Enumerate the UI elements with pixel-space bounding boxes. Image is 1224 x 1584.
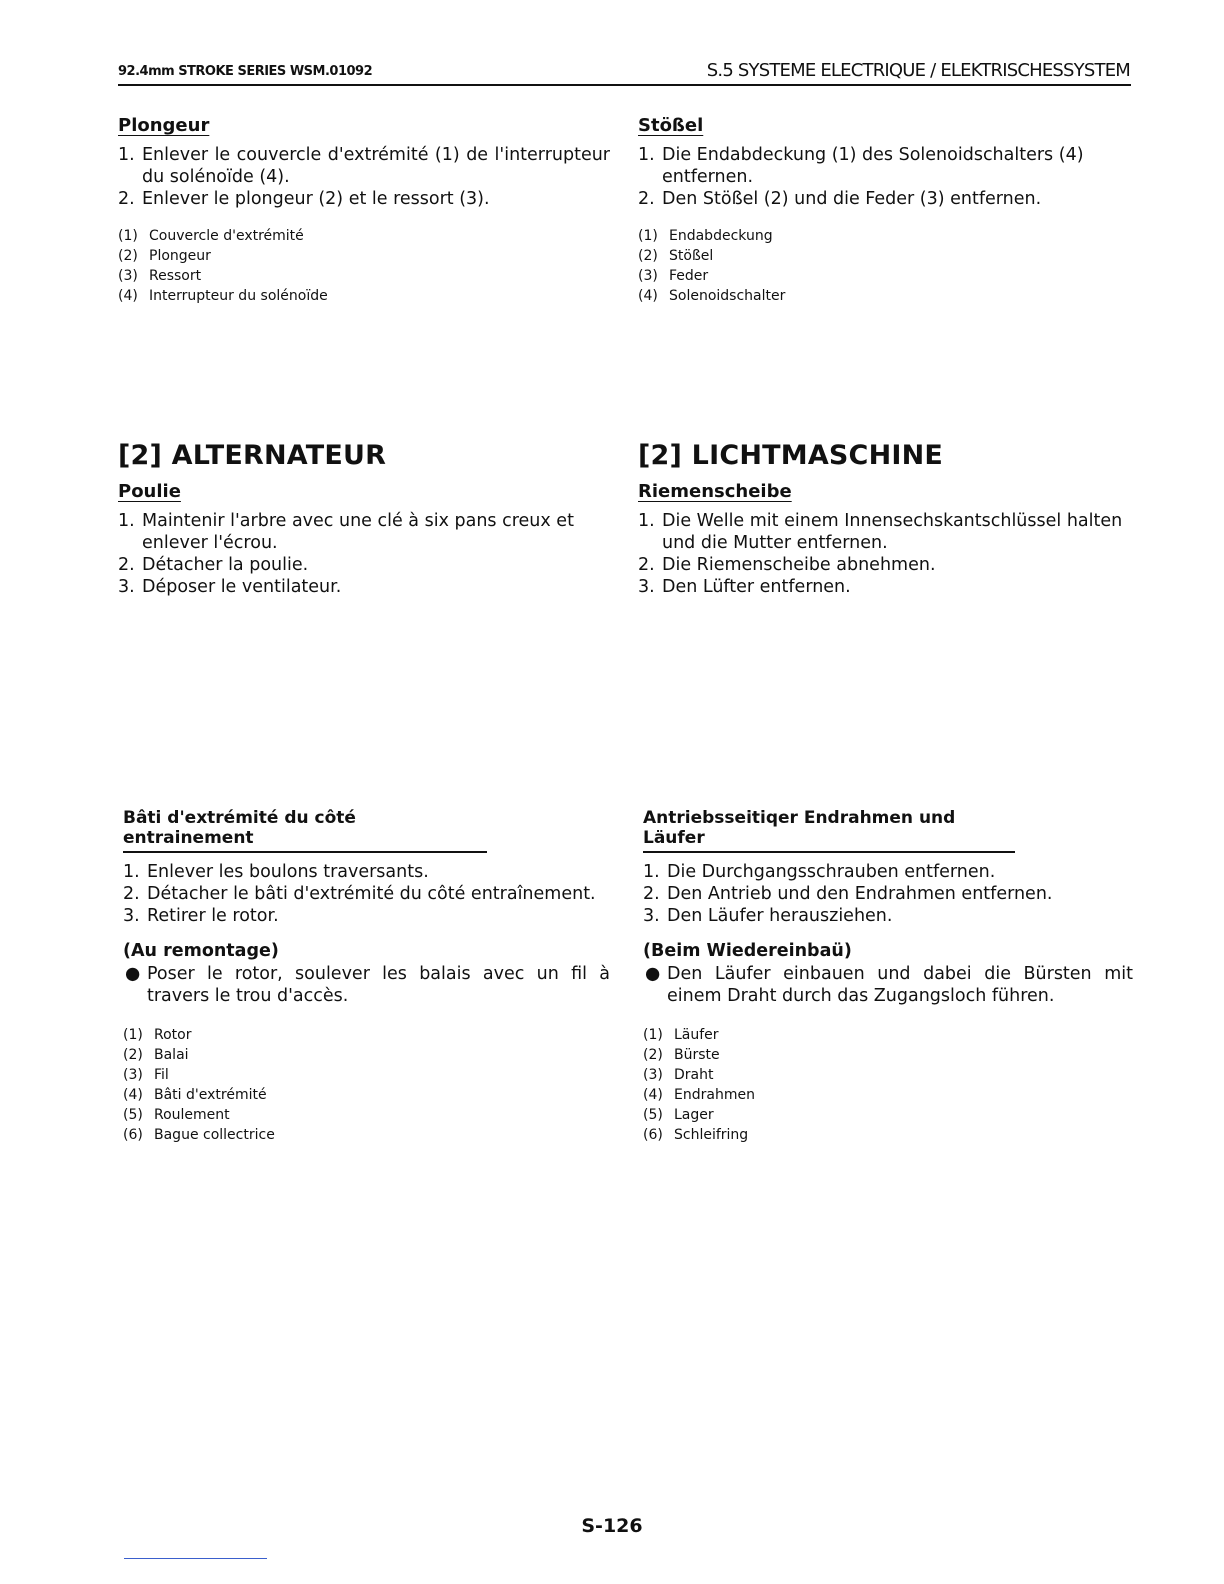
bullet-icon: ● — [645, 964, 661, 984]
fr-poulie-steps — [118, 510, 610, 598]
fr-plongeur-block — [118, 115, 610, 306]
step-item: 3. Den Lüfter entfernen. — [638, 577, 851, 597]
fr-bati-title: Bâti d'extrémité du côté entrainement — [123, 808, 487, 853]
legend-item: (1) Couvercle d'extrémité — [118, 228, 304, 244]
step-item: 2. Die Riemenscheibe abnehmen. — [638, 555, 936, 575]
header-divider — [118, 84, 1131, 86]
legend-item: (3) Fil — [123, 1067, 169, 1083]
de-lichtmaschine-block — [638, 440, 1133, 598]
header-chapter-title: S.5 SYSTEME ELECTRIQUE / ELEKTRISCHESSYSTEM — [706, 60, 1130, 81]
legend-item: (6) Bague collectrice — [123, 1127, 275, 1143]
footer-divider — [124, 1558, 267, 1559]
step-item: 2. Détacher le bâti d'extrémité du côté entraînement. — [123, 884, 596, 904]
legend-item: (5) Roulement — [123, 1107, 230, 1123]
legend-item: (2) Bürste — [643, 1047, 720, 1063]
legend-item: (2) Balai — [123, 1047, 189, 1063]
step-item: 1. Die Welle mit einem Innensechskantschlüssel halten und die Mutter entfernen. — [638, 511, 1123, 553]
bullet-icon: ● — [125, 964, 141, 984]
de-stossel-steps — [638, 144, 1133, 210]
legend-item: (3) Feder — [638, 268, 709, 284]
fr-alternateur-block — [118, 440, 610, 598]
step-item: 3. Den Läufer herausziehen. — [643, 906, 893, 926]
legend-item: (4) Bâti d'extrémité — [123, 1087, 267, 1103]
step-item: 1. Enlever les boulons traversants. — [123, 862, 429, 882]
de-riemenscheibe-title: Riemenscheibe — [638, 481, 792, 502]
step-item: 1. Die Durchgangsschrauben entfernen. — [643, 862, 996, 882]
bullet-item: ● Poser le rotor, soulever les balais avec un fil à travers le trou d'accès. — [125, 964, 610, 1006]
legend-item: (4) Solenoidschalter — [638, 288, 786, 304]
legend-item: (4) Endrahmen — [643, 1087, 755, 1103]
fr-bati-block — [123, 808, 610, 1145]
de-endrahmen-title: Antriebsseitiqer Endrahmen und Läufer — [643, 808, 1015, 853]
de-endrahmen-block — [643, 808, 1133, 1145]
step-item: 2. Détacher la poulie. — [118, 555, 309, 575]
header-manual-id: 92.4mm STROKE SERIES WSM.01092 — [118, 64, 373, 79]
step-item: 2. Enlever le plongeur (2) et le ressort (3). — [118, 189, 490, 209]
bullet-item: ● Den Läufer einbauen und dabei die Bürsten mit einem Draht durch das Zugangsloch führen. — [645, 964, 1133, 1006]
legend-item: (1) Endabdeckung — [638, 228, 773, 244]
de-stossel-title: Stößel — [638, 115, 704, 136]
fr-plongeur-steps — [118, 144, 610, 210]
legend-item: (4) Interrupteur du solénoïde — [118, 288, 328, 304]
legend-item: (1) Läufer — [643, 1027, 719, 1043]
de-endrahmen-legend — [643, 1025, 1133, 1145]
step-item: 1. Die Endabdeckung (1) des Solenoidschalters (4) entfernen. — [638, 145, 1084, 187]
legend-item: (2) Stößel — [638, 248, 714, 264]
step-item: 2. Den Stößel (2) und die Feder (3) entfernen. — [638, 189, 1042, 209]
de-endrahmen-steps — [643, 861, 1133, 927]
page-number: S-126 — [581, 1515, 643, 1537]
legend-item: (2) Plongeur — [118, 248, 211, 264]
legend-item: (1) Rotor — [123, 1027, 192, 1043]
step-item: 1. Maintenir l'arbre avec une clé à six pans creux et enlever l'écrou. — [118, 511, 574, 553]
legend-item: (5) Lager — [643, 1107, 714, 1123]
fr-bati-legend — [123, 1025, 610, 1145]
fr-plongeur-legend — [118, 226, 610, 306]
de-stossel-legend — [638, 226, 1133, 306]
de-wiedereinbau-title: (Beim Wiedereinbaü) — [643, 941, 852, 961]
legend-item: (6) Schleifring — [643, 1127, 749, 1143]
step-item: 1. Enlever le couvercle d'extrémité (1) de l'interrupteur du solénoïde (4). — [118, 145, 610, 187]
fr-plongeur-title: Plongeur — [118, 115, 210, 136]
de-lichtmaschine-heading: [2] LICHTMASCHINE — [638, 440, 944, 471]
fr-bati-steps — [123, 861, 610, 927]
fr-remontage-title: (Au remontage) — [123, 941, 279, 961]
fr-poulie-title: Poulie — [118, 481, 181, 502]
legend-item: (3) Draht — [643, 1067, 714, 1083]
step-item: 3. Retirer le rotor. — [123, 906, 279, 926]
legend-item: (3) Ressort — [118, 268, 202, 284]
step-item: 3. Déposer le ventilateur. — [118, 577, 342, 597]
fr-remontage-list — [123, 963, 610, 1007]
de-stossel-block — [638, 115, 1133, 306]
step-item: 2. Den Antrieb und den Endrahmen entfernen. — [643, 884, 1053, 904]
de-riemenscheibe-steps — [638, 510, 1133, 598]
fr-alternateur-heading: [2] ALTERNATEUR — [118, 440, 387, 471]
de-wiedereinbau-list — [643, 963, 1133, 1007]
